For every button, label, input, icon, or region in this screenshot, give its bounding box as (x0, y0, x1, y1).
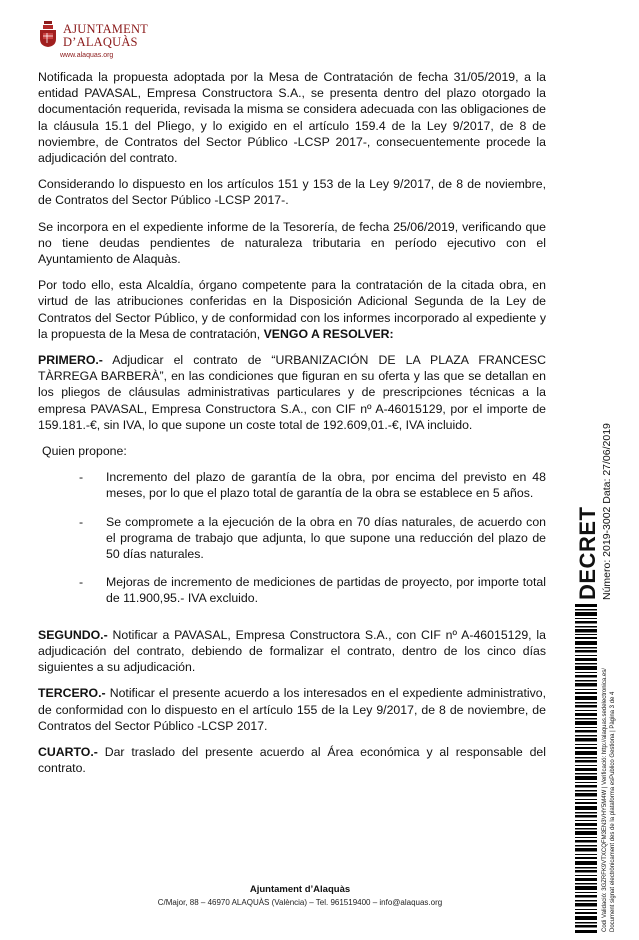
decree-number-date: Número: 2019-3002 Data: 27/06/2019 (601, 423, 613, 600)
org-name-line2: D’ALAQUÀS (63, 35, 138, 49)
paragraph-resolution (38, 277, 546, 342)
cuarto-text: Dar traslado del presente acuerdo al Área económica y al responsable del contrato. (38, 744, 546, 776)
list-item (38, 574, 546, 606)
article-tercero (38, 685, 546, 734)
paragraph-treasury: Se incorpora en el expediente informe de la Tesorería, de fecha 25/06/2019, verificando que no tiene deudas pendientes de naturaleza tributaria en período ejecutivo con el Ayuntamiento de Alaquàs. (38, 219, 546, 267)
tercero-text: Notificar el presente acuerdo a los interesados en el expediente administrativo, de conformidad con lo dispuesto en el artículo 155 de la Ley 9/2017, de 8 de noviembre, de Contratos del Sector Público -LCSP 2017. (38, 686, 546, 733)
org-name-line1: AJUNTAMENT (63, 22, 149, 36)
resolution-text: Por todo ello, esta Alcaldía, órgano competente para la contratación de la citada obra, en virtud de las atribuciones conferidas en la Disposición Adicional Segunda de la Ley de Contratos del Sector Público, y de conformidad con los informes incorporado al expediente y la propuesta de la Mesa de contratación, (38, 278, 546, 341)
bullet-dash: - (79, 575, 84, 590)
article-cuarto (38, 744, 546, 776)
offer-improvements-list (38, 469, 546, 606)
org-website[interactable]: www.alaquas.org (60, 52, 114, 59)
primero-text: Adjudicar el contrato de “URBANIZACIÓN DE LA PLAZA FRANCESC TÀRREGA BARBERÀ”, en las condiciones que figuran en su oferta y las que se detallan en los pliegos de cláusulas administrativas particulares y de prescripciones técnicas a la empresa PAVASAL, Empresa Constructora S.A., con CIF nº A-46015129, por el importe de 159.181.-€, sin IVA, lo que supone un coste total de 192.609,01.-€, IVA incluido. (38, 353, 546, 432)
article-segundo (38, 627, 546, 676)
coat-of-arms-icon (38, 20, 58, 48)
decree-body (38, 69, 546, 786)
signature-platform-line: Document signat electrònicament des de la plataforma esPublico Gestiona | Pàgina 3 de 4 (610, 691, 616, 932)
segundo-text: Notificar a PAVASAL, Empresa Constructora S.A., con CIF nº A-46015129, la adjudicación del contrato, debiendo de formalizar el contrato, dentro de los cinco días siguientes a su adjudicación. (38, 627, 546, 675)
footer-address: C/Major, 88 – 46970 ALAQUÀS (València) – Tel. 961519400 – info@alaquas.org (157, 898, 443, 907)
footer-org-name: Ajuntament d’Alaquàs (249, 884, 351, 895)
cuarto-label: CUARTO.- (38, 744, 98, 759)
proposer-label: Quien propone: (42, 444, 127, 459)
primero-label: PRIMERO.- (38, 353, 103, 368)
list-item (38, 514, 546, 563)
paragraph-notification: Notificada la propuesta adoptada por la Mesa de Contratación de fecha 31/05/2019, a la entidad PAVASAL, Empresa Constructora S.A., se presenta dentro del plazo otorgado la documentación requerida, revisada la misma se considera adecuada con las obligaciones de la cláusula 15.1 del Pliego, y lo exigido en el artículo 159.4 de la Ley 9/2017, de 8 de noviembre, de Contratos del Sector Público -LCSP 2017-, consecuentemente procede la adjudicación del contrato. (38, 70, 546, 166)
decree-stamp-title: DECRET (575, 506, 600, 600)
bullet-dash: - (79, 514, 84, 529)
resolve-heading: VENGO A RESOLVER: (263, 326, 394, 341)
list-item-text: Incremento del plazo de garantía de la obra, por encima del previsto en 48 meses, por lo que el plazo total de garantía de la obra se establece en 5 años. (106, 470, 546, 501)
list-item (38, 469, 546, 501)
bullet-dash: - (79, 470, 84, 485)
paragraph-considering: Considerando lo dispuesto en los artículos 151 y 153 de la Ley 9/2017, de 8 de noviembre, de Contratos del Sector Público -LCSP 2017-. (38, 177, 546, 208)
validation-code-line[interactable]: Codi Validació: 3GZRFK9VTXCQFM3EN3VHY5M4W | Verificació: http://alaquas.sedelectronica.es/ (602, 668, 608, 932)
article-primero (38, 352, 546, 433)
validation-codes (601, 668, 617, 932)
list-item-text: Mejoras de incremento de mediciones de partidas de proyecto, por importe total de 11.900,95.- IVA excluido. (106, 575, 546, 606)
list-item-text: Se compromete a la ejecución de la obra en 70 días naturales, de acuerdo con el programa de trabajo que adjunta, lo que supone una reducción del plazo de 50 días naturales. (106, 514, 546, 562)
tercero-label: TERCERO.- (38, 686, 106, 701)
segundo-label: SEGUNDO.- (38, 627, 108, 642)
municipal-logo (38, 20, 158, 64)
